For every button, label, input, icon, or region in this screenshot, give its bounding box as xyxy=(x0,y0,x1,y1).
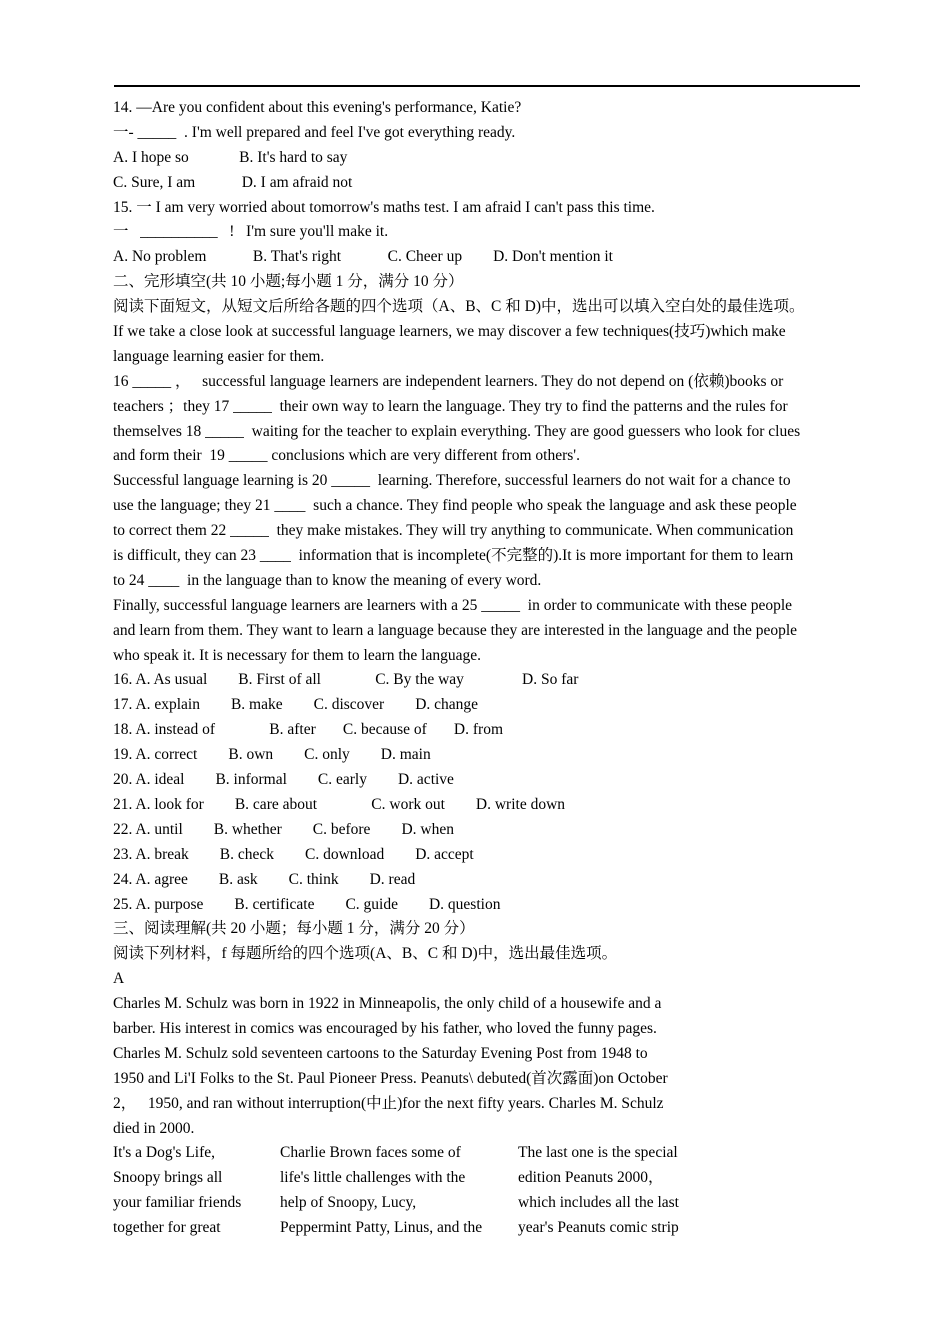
text-line: language learning easier for them. xyxy=(113,347,325,365)
text-line: Finally, successful language learners are learners with a 25 _____ in order to communicate with these people xyxy=(113,596,793,614)
text-line: 15. 一 I am very worried about tomorrow's maths test. I am afraid I can't pass this time. xyxy=(113,198,655,216)
book-column-3 xyxy=(518,1141,679,1241)
text-line: 18. A. instead of B. after C. because of D. from xyxy=(113,721,504,739)
column-line: The last one is the special xyxy=(518,1144,678,1162)
text-line: 25. A. purpose B. certificate C. guide D. question xyxy=(113,895,501,913)
book-columns xyxy=(113,1141,863,1241)
text-line: died in 2000. xyxy=(113,1119,195,1137)
column-line: It's a Dog's Life, xyxy=(113,1144,216,1162)
text-line: C. Sure, I am D. I am afraid not xyxy=(113,173,353,191)
text-line: is difficult, they can 23 ____ information that is incomplete(不完整的).It is more important for them to learn xyxy=(113,547,794,565)
text-line: 阅读下面短文，从短文后所给各题的四个选项（A、B、C 和 D)中，选出可以填入空白处的最佳选项。 xyxy=(113,298,805,316)
column-line: which includes all the last xyxy=(518,1194,679,1212)
text-line: 2， 1950, and ran without interruption(中止)for the next fifty years. Charles M. Schulz xyxy=(113,1094,664,1112)
text-line: who speak it. It is necessary for them to learn the language. xyxy=(113,646,482,664)
text-line: 16 _____ ， successful language learners are independent learners. They do not depend on (依赖)books or xyxy=(113,372,784,390)
column-line: your familiar friends xyxy=(113,1194,242,1212)
text-line: to correct them 22 _____ they make mistakes. They will try anything to communicate. When communication xyxy=(113,522,794,540)
text-line: 三、阅读理解(共 20 小题；每小题 1 分，满分 20 分） xyxy=(113,920,475,938)
text-line: A. No problem B. That's right C. Cheer up D. Don't mention it xyxy=(113,248,613,266)
text-line: 20. A. ideal B. informal C. early D. active xyxy=(113,771,454,789)
text-line: Charles M. Schulz was born in 1922 in Minneapolis, the only child of a housewife and a xyxy=(113,995,662,1013)
column-line: help of Snoopy, Lucy, xyxy=(280,1194,417,1212)
column-line: Snoopy brings all xyxy=(113,1169,223,1187)
text-line: and form their 19 _____ conclusions which are very different from others'. xyxy=(113,447,580,465)
text-line: 一- _____ . I'm well prepared and feel I've got everything ready. xyxy=(113,123,516,141)
column-line: life's little challenges with the xyxy=(280,1169,466,1187)
text-line: 1950 and Li'I Folks to the St. Paul Pioneer Press. Peanuts\ debuted(首次露面)on October xyxy=(113,1069,668,1087)
text-line: 19. A. correct B. own C. only D. main xyxy=(113,746,431,764)
column-line: together for great xyxy=(113,1219,221,1237)
text-line: to 24 ____ in the language than to know the meaning of every word. xyxy=(113,571,542,589)
text-lines xyxy=(113,96,863,1141)
text-line: 22. A. until B. whether C. before D. when xyxy=(113,820,454,838)
text-line: use the language; they 21 ____ such a chance. They find people who speak the language and ask these people xyxy=(113,497,797,515)
text-line: A. I hope so B. It's hard to say xyxy=(113,148,348,166)
text-line: 24. A. agree B. ask C. think D. read xyxy=(113,870,416,888)
text-line: 21. A. look for B. care about C. work out D. write down xyxy=(113,795,566,813)
column-line: edition Peanuts 2000， xyxy=(518,1169,664,1187)
column-line: year's Peanuts comic strip xyxy=(518,1219,679,1237)
text-line: 阅读下列材料，f 每题所给的四个选项(A、B、C 和 D)中，选出最佳选项。 xyxy=(113,945,618,963)
text-line: 23. A. break B. check C. download D. accept xyxy=(113,845,474,863)
text-line: Charles M. Schulz sold seventeen cartoons to the Saturday Evening Post from 1948 to xyxy=(113,1044,648,1062)
text-line: Successful language learning is 20 _____ learning. Therefore, successful learners do not wait for a chance to xyxy=(113,472,791,490)
text-line: A xyxy=(113,970,125,988)
book-column-1 xyxy=(113,1141,241,1241)
header-rule xyxy=(114,85,860,87)
text-line: and learn from them. They want to learn a language because they are interested in the language and the people xyxy=(113,621,798,639)
document-body xyxy=(113,96,863,1241)
book-column-2 xyxy=(280,1141,482,1241)
text-line: 17. A. explain B. make C. discover D. change xyxy=(113,696,479,714)
text-line: 二、完形填空(共 10 小题;每小题 1 分，满分 10 分） xyxy=(113,273,464,291)
text-line: teachers ；they 17 _____ their own way to learn the language. They try to find the patterns and the rules for xyxy=(113,397,788,415)
text-line: 一 __________ ! I'm sure you'll make it. xyxy=(113,223,389,241)
text-line: If we take a close look at successful language learners, we may discover a few techniques(技巧)which make xyxy=(113,323,786,341)
text-line: 14. —Are you confident about this evening's performance, Katie? xyxy=(113,99,522,116)
text-line: 16. A. As usual B. First of all C. By the way D. So far xyxy=(113,671,579,689)
column-line: Peppermint Patty, Linus, and the xyxy=(280,1219,483,1237)
text-line: barber. His interest in comics was encouraged by his father, who loved the funny pages. xyxy=(113,1019,657,1037)
text-line: themselves 18 _____ waiting for the teacher to explain everything. They are good guessers who look for clues xyxy=(113,422,801,440)
column-line: Charlie Brown faces some of xyxy=(280,1144,461,1162)
